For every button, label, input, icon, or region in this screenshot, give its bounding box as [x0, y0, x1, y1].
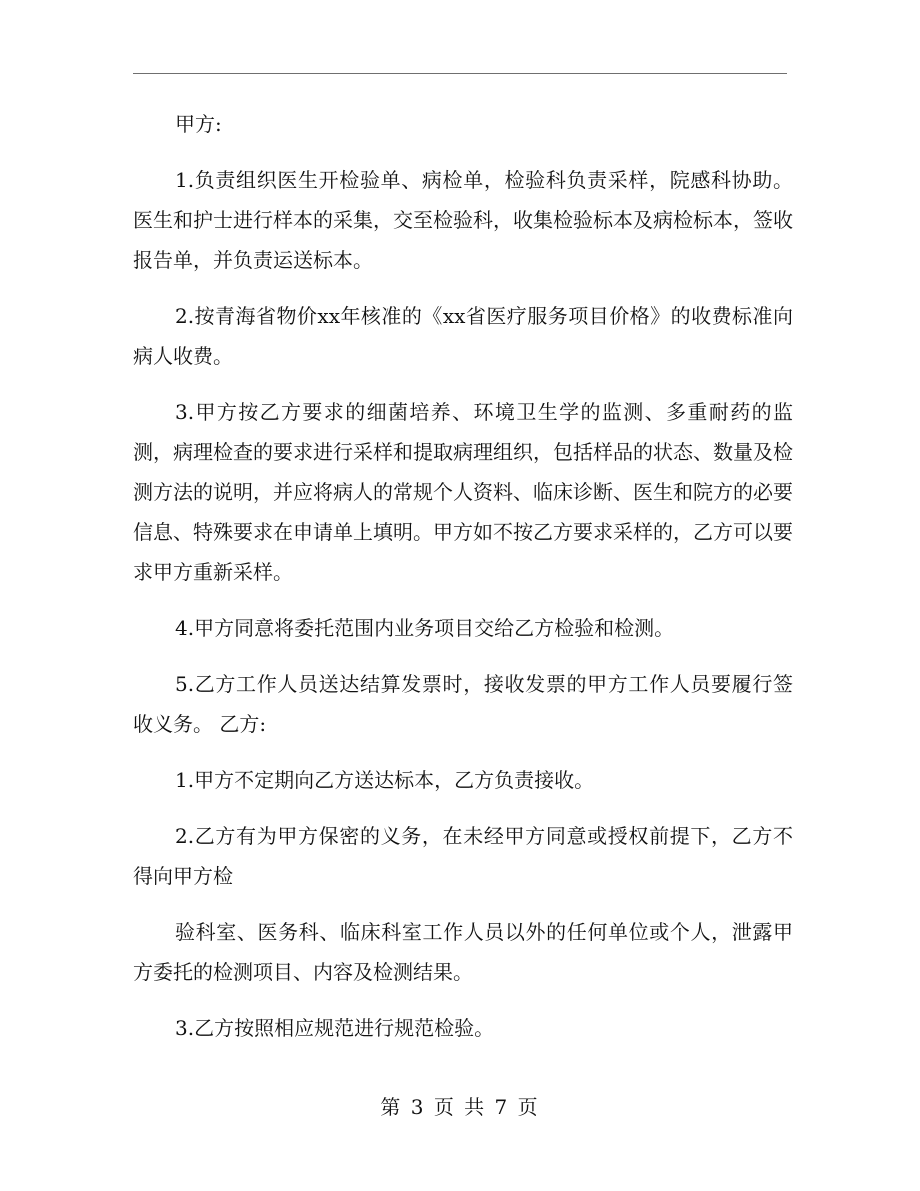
paragraph-a-3: 3.甲方按乙方要求的细菌培养、环境卫生学的监测、多重耐药的监测，病理检查的要求进行采样和提取病理组织，包括样品的状态、数量及检测方法的说明，并应将病人的常规个人资料、临床诊断、医生和院方的必要信息、特殊要求在申请单上填明。甲方如不按乙方要求采样的，乙方可以要求甲方重新采样。 [133, 400, 793, 584]
paragraph-party-a-heading: 甲方: [175, 112, 222, 136]
paragraph-b-2-continued: 验科室、医务科、临床科室工作人员以外的任何单位或个人，泄露甲方委托的检测项目、内容及检测结果。 [133, 920, 793, 984]
paragraph-a-5: 5.乙方工作人员送达结算发票时，接收发票的甲方工作人员要履行签收义务。 乙方: [133, 672, 793, 736]
paragraph-b-1: 1.甲方不定期向乙方送达标本，乙方负责接收。 [175, 768, 595, 792]
paragraph-b-2: 2.乙方有为甲方保密的义务，在未经甲方同意或授权前提下，乙方不得向甲方检 [133, 824, 793, 888]
paragraph-a-4: 4.甲方同意将委托范围内业务项目交给乙方检验和检测。 [175, 616, 675, 640]
paragraph-a-1: 1.负责组织医生开检验单、病检单，检验科负责采样，院感科协助。医生和护士进行样本的采集，交至检验科，收集检验标本及病检标本，签收报告单，并负责运送标本。 [133, 168, 793, 272]
header-rule [133, 73, 787, 74]
page-number: 第 3 页 共 7 页 [380, 1095, 540, 1119]
paragraph-b-3: 3.乙方按照相应规范进行规范检验。 [175, 1016, 495, 1040]
paragraph-a-2: 2.按青海省物价xx年核准的《xx省医疗服务项目价格》的收费标准向病人收费。 [133, 304, 793, 368]
document-body [133, 104, 793, 1064]
